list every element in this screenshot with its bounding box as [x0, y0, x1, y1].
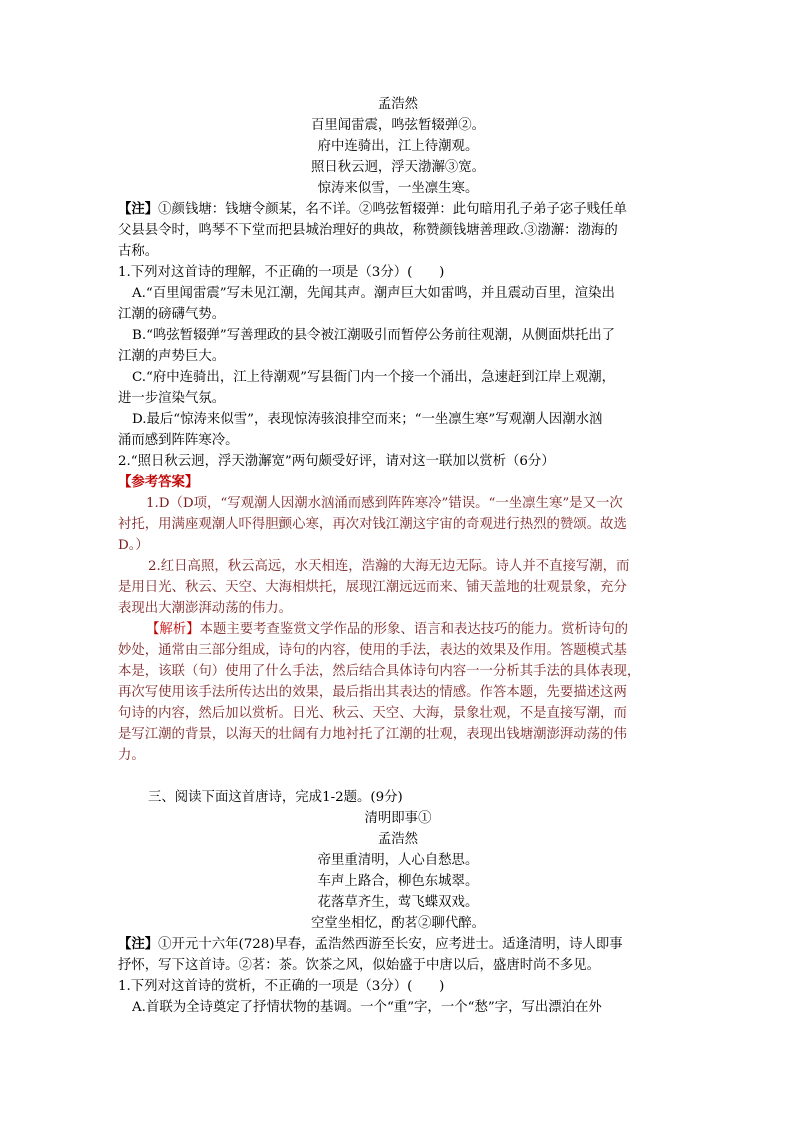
- answer-2-line: 是用日光、秋云、天空、大海相烘托，展现江潮远远而来、铺天盖地的壮观景象，充分: [118, 580, 627, 595]
- poem2-line: 花落草齐生，莺飞蝶双戏。: [317, 895, 479, 910]
- answer-2-line: 表现出大潮澎湃动荡的伟力。: [118, 601, 293, 616]
- question-1: 1.下列对这首诗的理解，不正确的一项是（3分）( ): [118, 265, 445, 280]
- analysis-line: 再次写使用该手法所传达出的效果，最后指出其表达的情感。作答本题，先要描述这两: [118, 685, 627, 700]
- option-d-cont: 涌而感到阵阵寒冷。: [118, 433, 239, 448]
- option-c-cont: 进一步渲染气氛。: [118, 391, 226, 406]
- spacer: [118, 766, 678, 787]
- analysis-line: 句诗的内容，然后加以赏析。日光、秋云、天空、大海，景象壮观，不是直接写潮，而: [118, 706, 627, 721]
- analysis-line: 力。: [118, 748, 145, 763]
- poem1-line: 照日秋云迥，浮天渤澥③宽。: [310, 160, 486, 175]
- note-text: ①开元十六年(728)早春，孟浩然西游至长安，应考进士。适逢清明，诗人即事: [158, 937, 623, 952]
- option-c: C.“府中连骑出，江上待潮观”写县衙门内一个接一个涌出，急速赶到江岸上观潮，: [132, 370, 615, 385]
- question-2: 2.“照日秋云迥，浮天渤澥宽”两句颇受好评，请对这一联加以赏析（6分）: [118, 454, 555, 469]
- answer-label: 【参考答案】: [118, 474, 199, 490]
- option-b-cont: 江潮的声势巨大。: [118, 349, 226, 364]
- poem1-author: 孟浩然: [377, 97, 419, 112]
- analysis-line: 是写江潮的背景，以海天的壮阔有力地衬托了江潮的壮观，表现出钱塘潮澎湃动荡的伟: [118, 727, 627, 742]
- answer-1: 1.D（D项，“写观潮人因潮水汹涌而感到阵阵寒冷”错误。“一坐凛生寒”是又一次: [146, 496, 623, 511]
- poem1-note: [118, 199, 678, 220]
- poem1-line: 百里闻雷震，鸣弦暂辍弹②。: [310, 118, 486, 133]
- section-3-question-1: 1.下列对这首诗的赏析，不正确的一项是（3分）( ): [118, 979, 445, 994]
- option-b: B.“鸣弦暂辍弹”写善理政的县令被江潮吸引而暂停公务前往观潮，从侧面烘托出了: [132, 328, 616, 343]
- analysis-line: 妙处，通常由三部分组成，诗句的内容，使用的手法，表达的效果及作用。答题模式基: [118, 643, 627, 658]
- analysis-label: 【解析】: [146, 622, 200, 637]
- poem2-author: 孟浩然: [377, 832, 419, 847]
- note-label: 【注】: [118, 936, 159, 952]
- poem2-note-line: 抒怀，写下这首诗。②茗：茶。饮茶之风，似始盛于中唐以后，盛唐时尚不多见。: [118, 958, 601, 973]
- analysis-line: 本是，该联（句）使用了什么手法，然后结合具体诗句内容一一分析其手法的具体表现，: [118, 664, 641, 679]
- answer-1-line: D。）: [118, 538, 149, 553]
- poem1-note-line: 父县县令时，鸣琴不下堂而把县城治理好的典故，称赞颜钱塘善理政.③渤澥：渤海的: [118, 223, 618, 238]
- option-a: A.“百里闻雷震”写未见江潮，先闻其声。潮声巨大如雷鸣，并且震动百里，渲染出: [132, 286, 615, 301]
- option-a-cont: 江潮的磅礴气势。: [118, 307, 226, 322]
- document-page: [118, 94, 678, 1018]
- poem2-note: [118, 934, 678, 955]
- note-label: 【注】: [118, 201, 159, 217]
- poem2-line: 帝里重清明，人心自愁思。: [317, 853, 479, 868]
- poem1-line: 惊涛来似雪，一坐凛生寒。: [317, 181, 479, 196]
- section-3-option-a: A.首联为全诗奠定了抒情状物的基调。一个“重”字，一个“愁”字，写出漂泊在外: [132, 1000, 602, 1015]
- analysis-text: 本题主要考查鉴赏文学作品的形象、语言和表达技巧的能力。赏析诗句的: [199, 622, 629, 637]
- poem2-line: 车声上路合，柳色东城翠。: [317, 874, 479, 889]
- poem2-title: 清明即事①: [364, 811, 432, 826]
- note-text: ①颜钱塘：钱塘令颜某，名不详。②鸣弦暂辍弹：此句暗用孔子弟子宓子贱任单: [158, 202, 627, 217]
- answer-1-line: 衬托，用满座观潮人吓得胆颤心寒，再次对钱江潮这宇宙的奇观进行热烈的赞颂。故选: [118, 517, 627, 532]
- section-3-heading: 三、阅读下面这首唐诗，完成1-2题。(9分): [148, 790, 403, 805]
- poem2-line: 空堂坐相忆，酌茗②聊代醉。: [310, 916, 486, 931]
- option-d: D.最后“惊涛来似雪”，表现惊涛骇浪排空而来；“一坐凛生寒”写观潮人因潮水汹: [132, 412, 603, 427]
- poem1-note-line: 古称。: [118, 244, 159, 259]
- answer-2: 2.红日高照，秋云高远，水天相连，浩瀚的大海无边无际。诗人并不直接写潮，而: [148, 559, 630, 574]
- analysis: [118, 619, 678, 640]
- poem1-line: 府中连骑出，江上待潮观。: [317, 139, 479, 154]
